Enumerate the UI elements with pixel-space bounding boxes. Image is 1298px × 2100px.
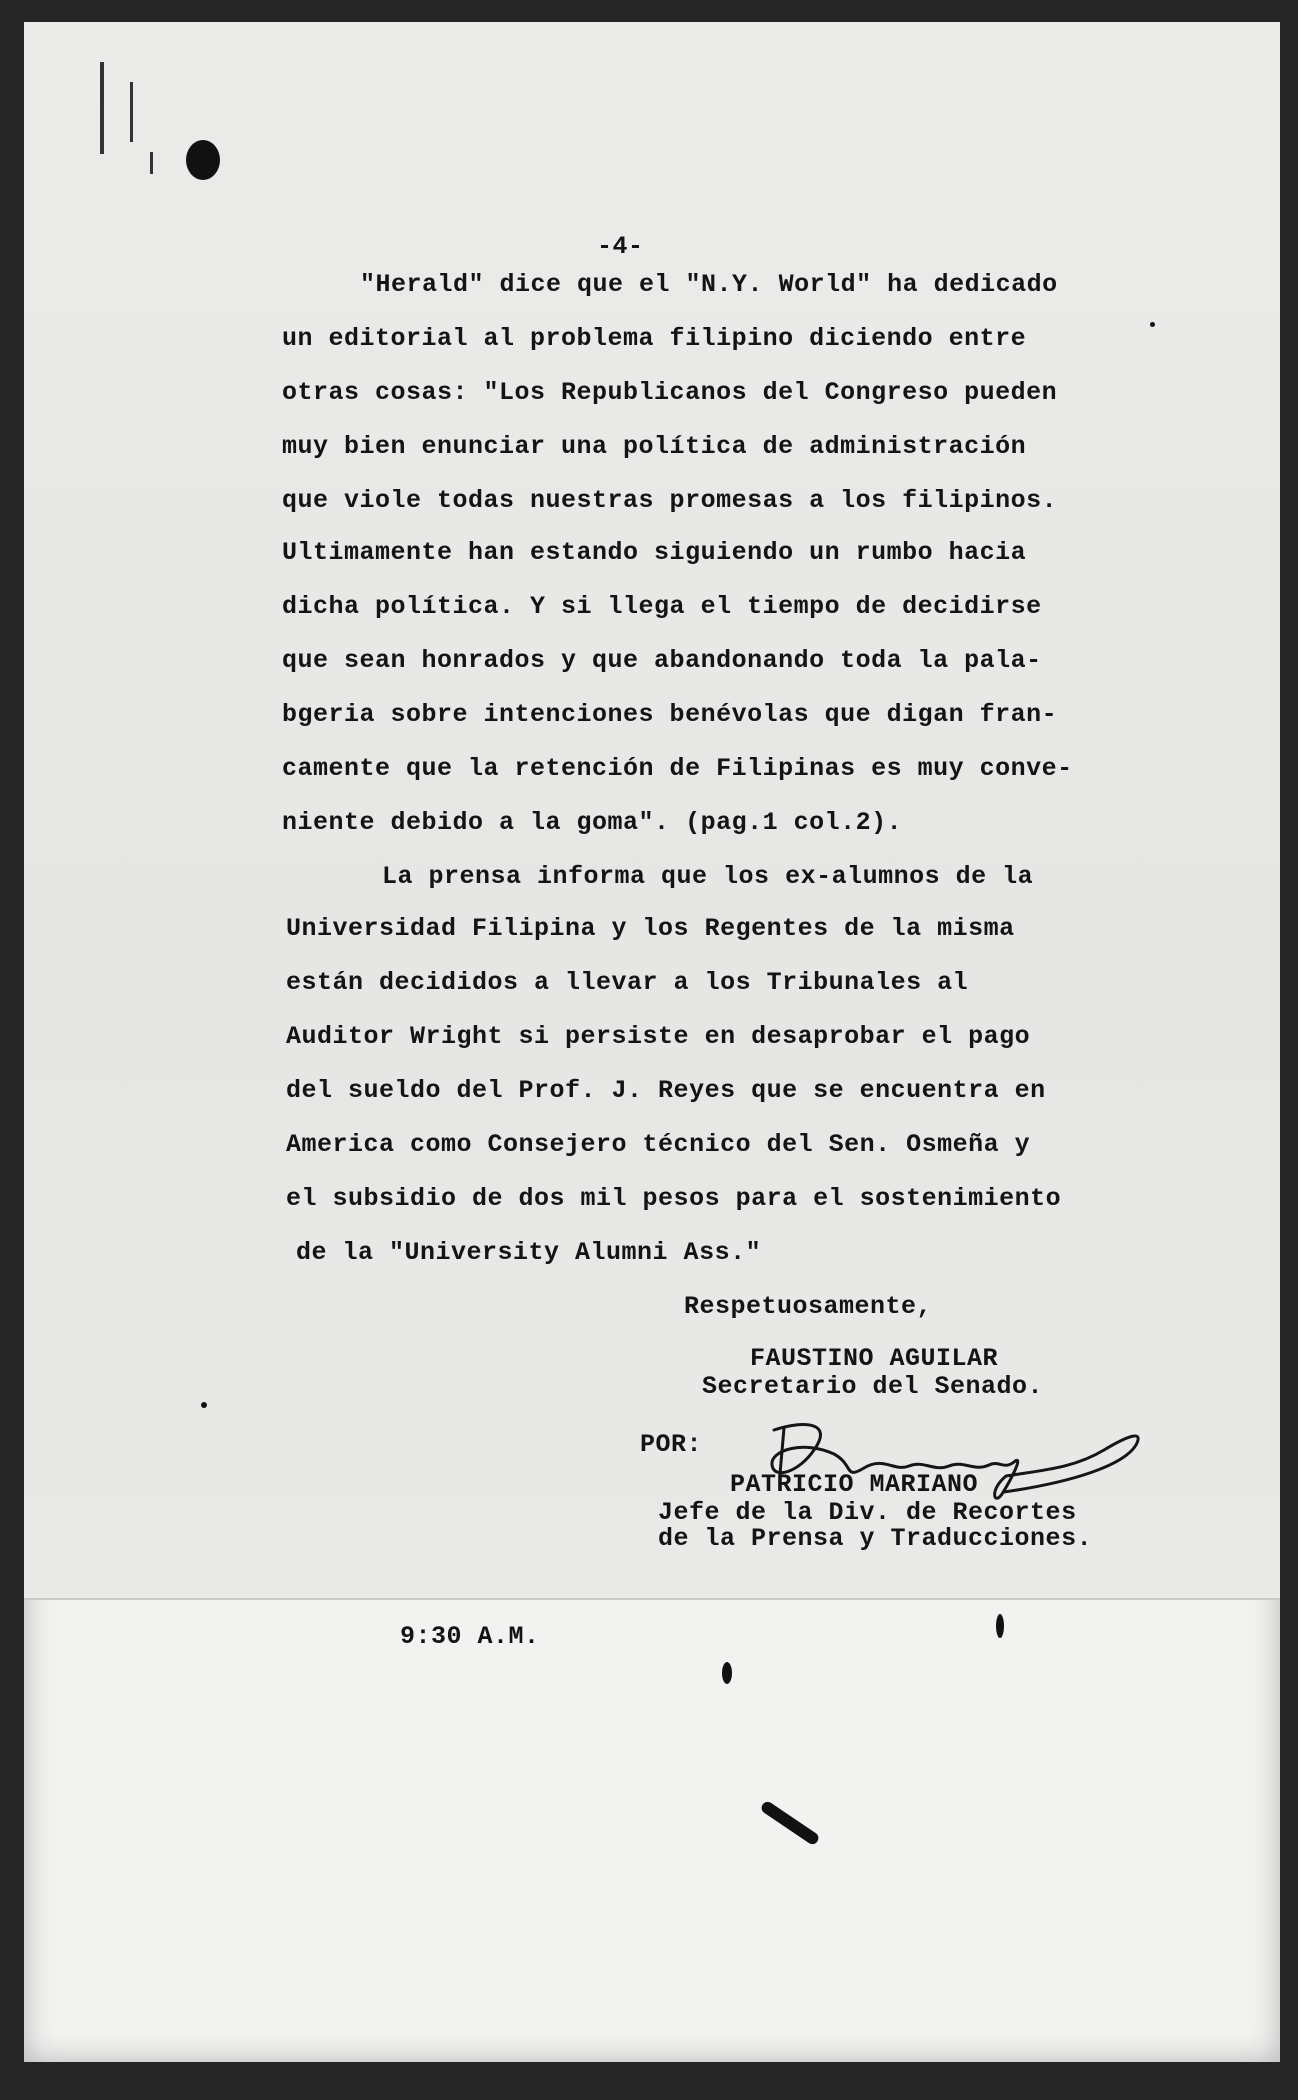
body-line: bgeria sobre intenciones benévolas que digan fran- <box>282 700 1058 729</box>
body-line: muy bien enunciar una política de administración <box>282 432 1027 461</box>
body-line: Ultimamente han estando siguiendo un rumbo hacia <box>282 538 1027 567</box>
scan-speck <box>150 152 153 174</box>
second-name: PATRICIO MARIANO <box>730 1470 979 1499</box>
time-stamp: 9:30 A.M. <box>400 1622 540 1651</box>
body-line: están decididos a llevar a los Tribunales al <box>286 968 969 997</box>
scan-speck <box>100 62 104 154</box>
body-line: Auditor Wright si persiste en desaprobar el pago <box>286 1022 1031 1051</box>
body-line: un editorial al problema filipino diciendo entre <box>282 324 1027 353</box>
ink-dash <box>759 1800 820 1847</box>
body-line: Universidad Filipina y los Regentes de la misma <box>286 914 1015 943</box>
body-line: otras cosas: "Los Republicanos del Congreso pueden <box>282 378 1058 407</box>
body-line: La prensa informa que los ex-alumnos de la <box>382 862 1034 891</box>
ink-dot <box>201 1402 207 1408</box>
body-line: que sean honrados y que abandonando toda la pala- <box>282 646 1042 675</box>
ink-dot <box>996 1614 1004 1638</box>
body-line: "Herald" dice que el "N.Y. World" ha dedicado <box>360 270 1058 299</box>
ink-dot <box>722 1662 732 1684</box>
second-title-2: de la Prensa y Traducciones. <box>658 1524 1093 1553</box>
document-page <box>24 22 1280 2062</box>
page-number: -4- <box>597 232 644 261</box>
por-label: POR: <box>640 1430 703 1459</box>
body-line: America como Consejero técnico del Sen. Osmeña y <box>286 1130 1031 1159</box>
body-line: del sueldo del Prof. J. Reyes que se encuentra en <box>286 1076 1046 1105</box>
ink-dot <box>1150 322 1155 327</box>
scan-speck <box>130 82 133 142</box>
closing: Respetuosamente, <box>684 1292 933 1321</box>
body-line: niente debido a la goma". (pag.1 col.2). <box>282 808 903 837</box>
ink-blot <box>186 140 220 180</box>
body-line: de la "University Alumni Ass." <box>296 1238 762 1267</box>
second-title-1: Jefe de la Div. de Recortes <box>658 1498 1077 1527</box>
page-fold-line <box>24 1598 1280 1600</box>
body-line: el subsidio de dos mil pesos para el sostenimiento <box>286 1184 1062 1213</box>
body-line: dicha política. Y si llega el tiempo de decidirse <box>282 592 1042 621</box>
body-line: camente que la retención de Filipinas es muy conve- <box>282 754 1073 783</box>
signatory-name: FAUSTINO AGUILAR <box>750 1344 999 1373</box>
signatory-title: Secretario del Senado. <box>702 1372 1044 1401</box>
body-line: que viole todas nuestras promesas a los filipinos. <box>282 486 1058 515</box>
